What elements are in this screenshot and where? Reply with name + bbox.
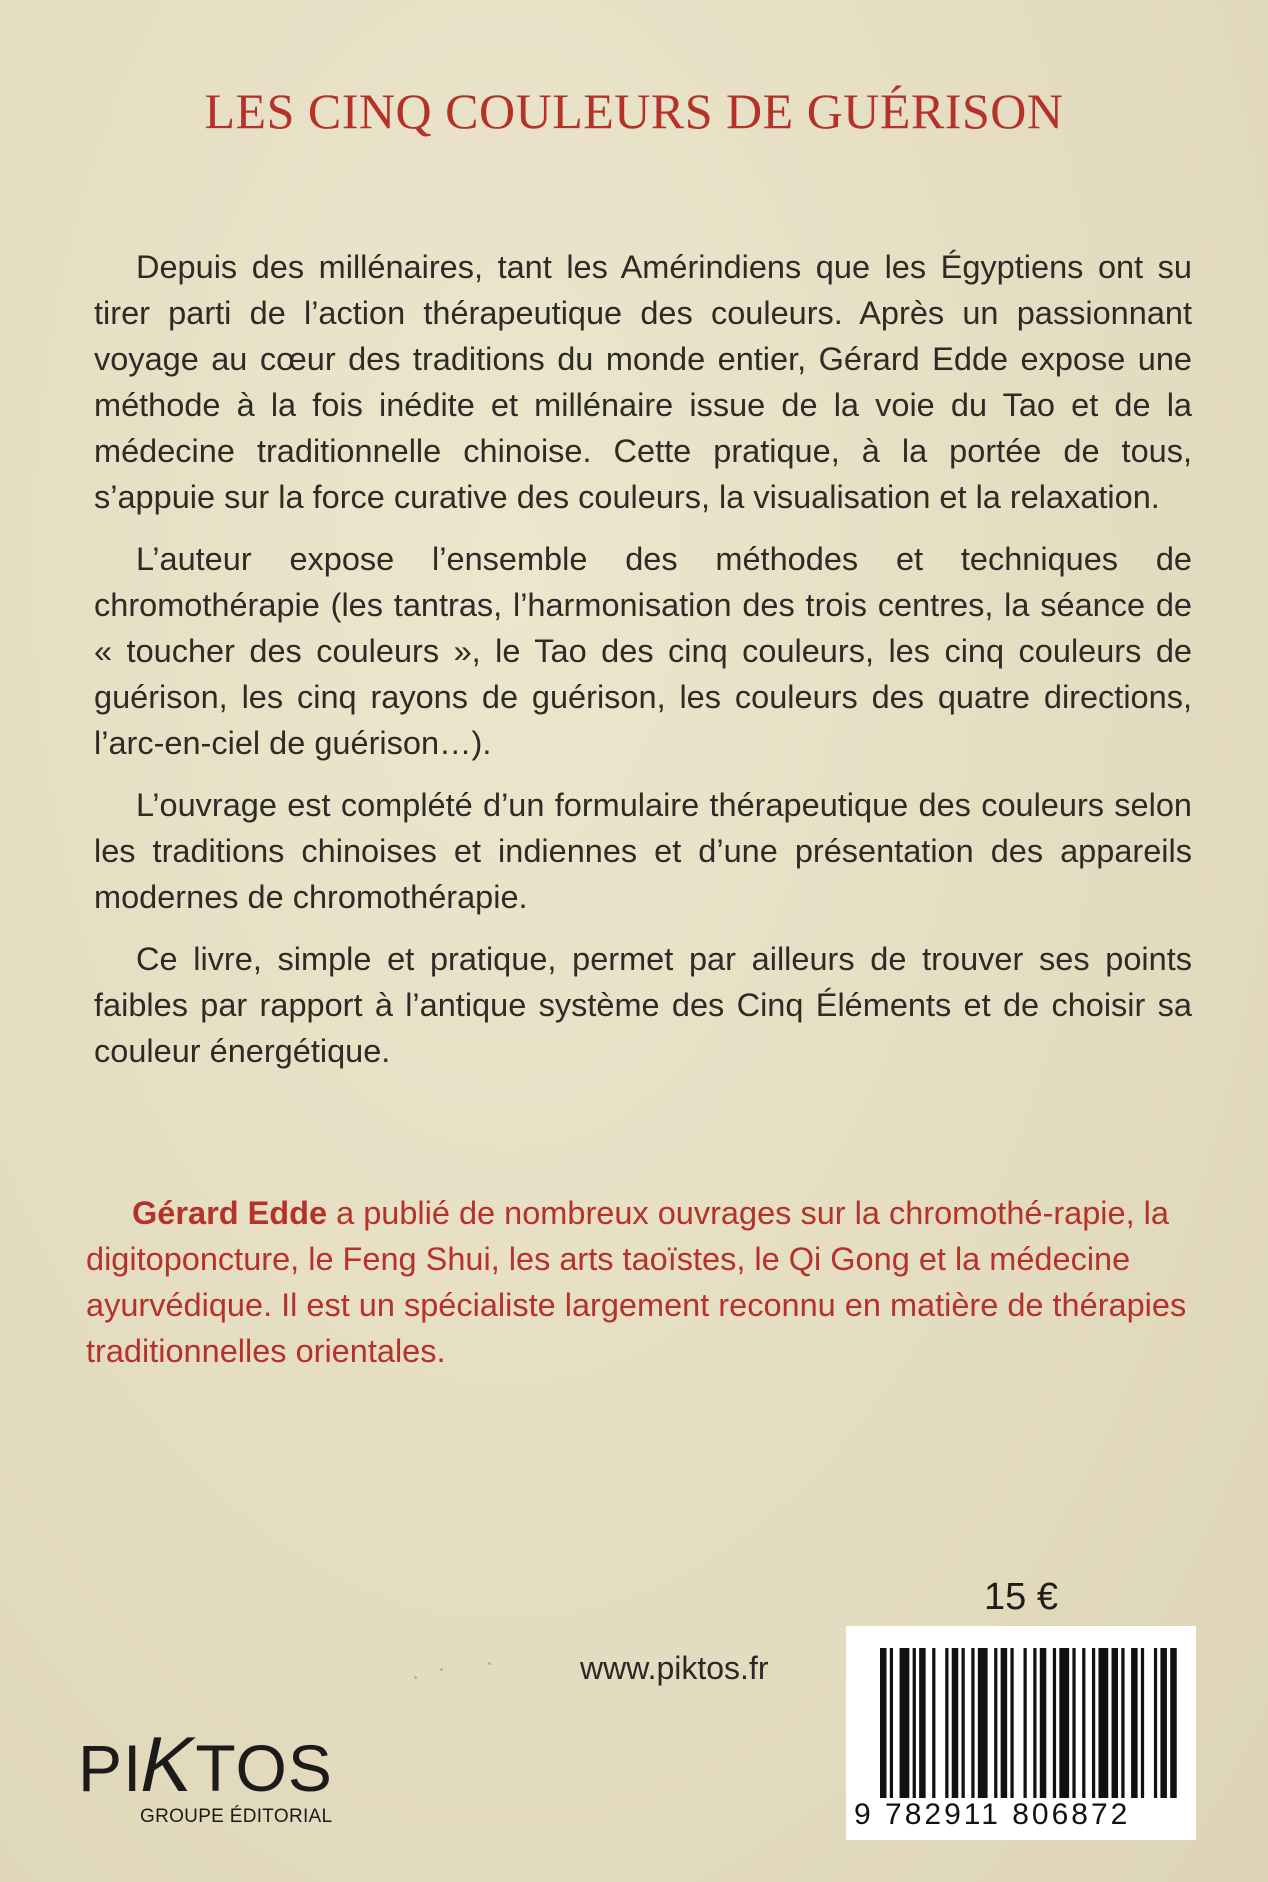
barcode-bar [1141, 1648, 1144, 1798]
barcode-bar [1001, 1648, 1008, 1798]
price-label: 15 € [984, 1576, 1058, 1618]
barcode-bar [952, 1648, 959, 1798]
publisher-logo-wordmark [78, 1720, 333, 1808]
logo-text-post: TOS [195, 1731, 333, 1805]
barcode-bar [978, 1648, 988, 1798]
blurb-paragraph-4: Ce livre, simple et pratique, permet par ailleurs de trouver ses points faibles par rapport à l’antique système des Cinq Éléments et de choisir sa couleur énergétique. [94, 941, 1192, 1069]
barcode-bar [1072, 1648, 1075, 1798]
blurb-paragraph-1: Depuis des millénaires, tant les Amérindiens que les Égyptiens ont su tirer parti de l’action thérapeutique des couleurs. Après un passionnant voyage au cœur des traditions du monde entier, Gérard Edde expose une méthode à la fois inédite et millénaire issue de la voie du Tao et de la médecine traditionnelle chinoise. Cette pratique, à la portée de tous, s’appuie sur la force curative des couleurs, la visualisation et la relaxation. [94, 249, 1192, 515]
barcode-bar [913, 1648, 916, 1798]
barcode-bar [1098, 1648, 1108, 1798]
barcode-bar [971, 1648, 974, 1798]
barcode-bar [1160, 1648, 1167, 1798]
barcode-digits: 9 782911 806872 [854, 1798, 1131, 1831]
publisher-subtitle: GROUPE ÉDITORIAL [140, 1806, 333, 1827]
barcode-bar [1033, 1648, 1036, 1798]
barcode-bar [932, 1648, 935, 1798]
speck [440, 1668, 443, 1671]
barcode-bar [1170, 1648, 1177, 1798]
speck [414, 1676, 417, 1679]
author-bio-text: a publié de nombreux ouvrages sur la chromothé-rapie, la digitoponcture, le Feng Shui, les arts taoïstes, le Qi Gong et la médecine ayurvédique. Il est un spécialiste largement reconnu en matière de thérapies traditionnelles orientales. [86, 1195, 1187, 1369]
speck [488, 1662, 491, 1665]
book-title: LES CINQ COULEURS DE GUÉRISON [204, 83, 1064, 139]
barcode-bar [1059, 1648, 1069, 1798]
author-bio [86, 1190, 1194, 1374]
barcode-bar [900, 1648, 910, 1798]
publisher-logo [78, 1720, 338, 1854]
logo-text-k: K [133, 1720, 205, 1808]
barcode-bars [880, 1648, 1180, 1798]
barcode-bar [1154, 1648, 1157, 1798]
barcode-bar [1131, 1648, 1138, 1798]
barcode-bar [1112, 1648, 1119, 1798]
blurb-paragraph-3: L’ouvrage est complété d’un formulaire thérapeutique des couleurs selon les traditions chinoises et indiennes et d’une présentation des appareils modernes de chromothérapie. [94, 787, 1192, 915]
author-name: Gérard Edde [132, 1195, 328, 1231]
barcode-bar [1121, 1648, 1124, 1798]
barcode-bar [945, 1648, 948, 1798]
barcode-bar [1082, 1648, 1085, 1798]
barcode-bar [1023, 1648, 1026, 1798]
barcode-bar [962, 1648, 965, 1798]
barcode-bar [994, 1648, 997, 1798]
barcode-bar [1053, 1648, 1056, 1798]
barcode-bar [1092, 1648, 1095, 1798]
blurb-paragraph-2: L’auteur expose l’ensemble des méthodes et techniques de chromothérapie (les tantras, l’harmonisation des trois centres, la séance de « toucher des couleurs », le Tao des cinq couleurs, les cinq couleurs de guérison, les cinq rayons de guérison, les couleurs des quatre directions, l’arc-en-ciel de guérison…). [94, 541, 1192, 761]
barcode-bar [1010, 1648, 1013, 1798]
logo-text-pre: PI [78, 1731, 143, 1805]
barcode-bar [880, 1648, 887, 1798]
isbn-barcode [846, 1626, 1196, 1840]
barcode-bar [890, 1648, 893, 1798]
barcode-bar [919, 1648, 926, 1798]
blurb [94, 244, 1192, 1090]
publisher-website: www.piktos.fr [580, 1650, 769, 1686]
barcode-bar [1040, 1648, 1047, 1798]
